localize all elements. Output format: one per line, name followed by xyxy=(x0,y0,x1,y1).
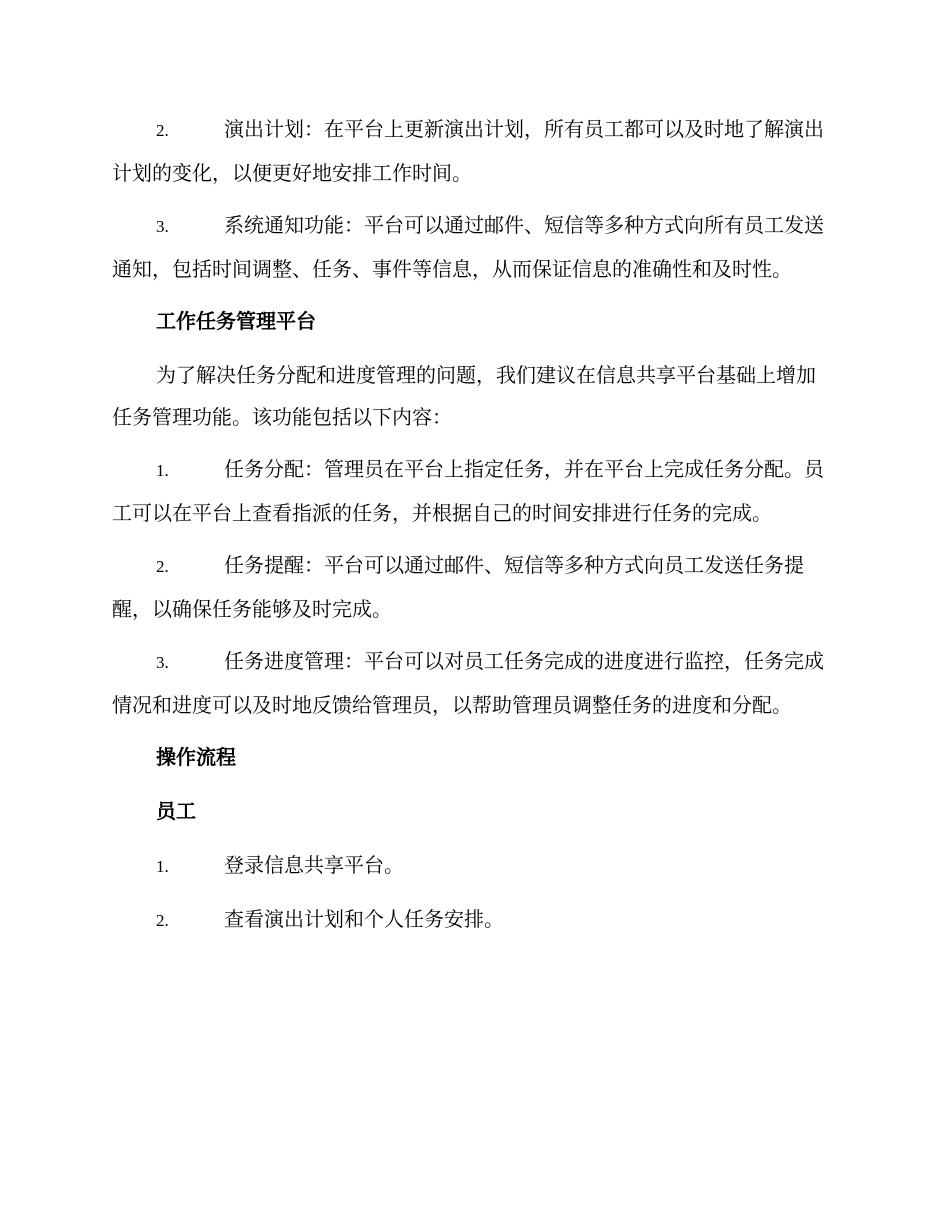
document-page xyxy=(112,108,832,952)
list-item xyxy=(112,844,832,888)
list-text: 演出计划：在平台上更新演出计划，所有员工都可以及时地了解演出计划的变化，以便更好地安排工作时间。 xyxy=(112,117,824,185)
list-text: 查看演出计划和个人任务安排。 xyxy=(224,907,504,931)
list-item xyxy=(112,898,832,942)
list-item xyxy=(112,448,832,534)
list-text: 系统通知功能：平台可以通过邮件、短信等多种方式向所有员工发送通知，包括时间调整、任务、事件等信息，从而保证信息的准确性和及时性。 xyxy=(112,213,824,281)
list-number: 1. xyxy=(156,461,169,480)
list-number: 3. xyxy=(156,217,169,236)
list-item xyxy=(112,108,832,194)
list-number: 1. xyxy=(156,857,169,876)
list-text: 登录信息共享平台。 xyxy=(224,853,404,877)
list-item xyxy=(112,544,832,630)
list-text: 任务提醒：平台可以通过邮件、短信等多种方式向员工发送任务提醒，以确保任务能够及时完成。 xyxy=(112,553,804,621)
section-heading-task-platform: 工作任务管理平台 xyxy=(156,309,316,333)
list-number: 3. xyxy=(156,653,169,672)
list-item xyxy=(112,204,832,290)
list-number: 2. xyxy=(156,121,169,140)
list-text: 任务分配：管理员在平台上指定任务，并在平台上完成任务分配。员工可以在平台上查看指派的任务，并根据自己的时间安排进行任务的完成。 xyxy=(112,457,824,525)
intro-paragraph: 为了解决任务分配和进度管理的问题，我们建议在信息共享平台基础上增加任务管理功能。该功能包括以下内容： xyxy=(112,363,816,429)
section-heading-process: 操作流程 xyxy=(156,745,236,769)
list-number: 2. xyxy=(156,557,169,576)
list-item xyxy=(112,640,832,726)
list-number: 2. xyxy=(156,911,169,930)
list-text: 任务进度管理：平台可以对员工任务完成的进度进行监控，任务完成情况和进度可以及时地反馈给管理员，以帮助管理员调整任务的进度和分配。 xyxy=(112,649,824,717)
section-heading-employee: 员工 xyxy=(156,799,196,823)
